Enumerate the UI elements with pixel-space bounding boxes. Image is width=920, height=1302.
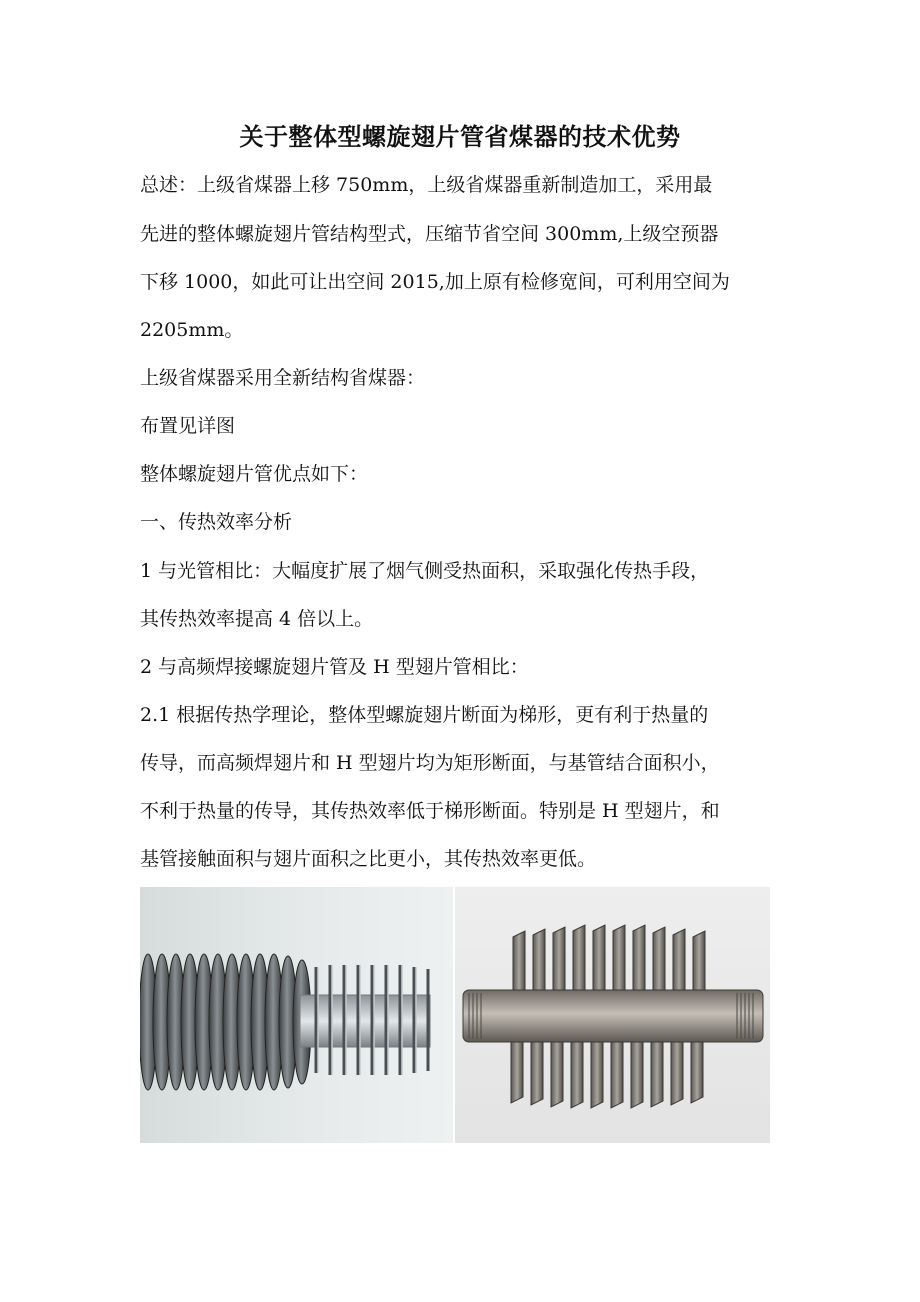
text-line: 下移 1000，如此可让出空间 2015,加上原有检修宽间，可利用空间为 — [140, 271, 730, 293]
h-finned-tube-photo — [455, 887, 770, 1143]
text-line: 2 与高频焊接螺旋翅片管及 H 型翅片管相比： — [140, 656, 529, 678]
text-line: 2205mm。 — [140, 319, 244, 341]
spiral-finned-tube-photo — [140, 887, 453, 1143]
text-line: 2.1 根据传热学理论，整体型螺旋翅片断面为梯形，更有利于热量的 — [140, 704, 709, 726]
text-line: 传导，而高频焊翅片和 H 型翅片均为矩形断面，与基管结合面积小， — [140, 752, 720, 774]
section-heading: 一、传热效率分析 — [140, 511, 293, 533]
document-title: 关于整体型螺旋翅片管省煤器的技术优势 — [239, 122, 681, 151]
text-line: 布置见详图 — [140, 415, 236, 437]
text-line: 不利于热量的传导，其传热效率低于梯形断面。特别是 H 型翅片，和 — [140, 800, 720, 822]
text-line: 上级省煤器采用全新结构省煤器： — [140, 367, 426, 389]
photo-row — [140, 887, 770, 1143]
text-line: 基管接触面积与翅片面积之比更小，其传热效率更低。 — [140, 848, 597, 870]
text-line: 1 与光管相比：大幅度扩展了烟气侧受热面积，采取强化传热手段， — [140, 560, 710, 582]
text-line: 总述：上级省煤器上移 750mm，上级省煤器重新制造加工，采用最 — [140, 174, 713, 196]
text-line: 其传热效率提高 4 倍以上。 — [140, 608, 374, 630]
text-line: 整体螺旋翅片管优点如下： — [140, 463, 369, 485]
text-line: 先进的整体螺旋翅片管结构型式，压缩节省空间 300mm,上级空预器 — [140, 223, 719, 245]
